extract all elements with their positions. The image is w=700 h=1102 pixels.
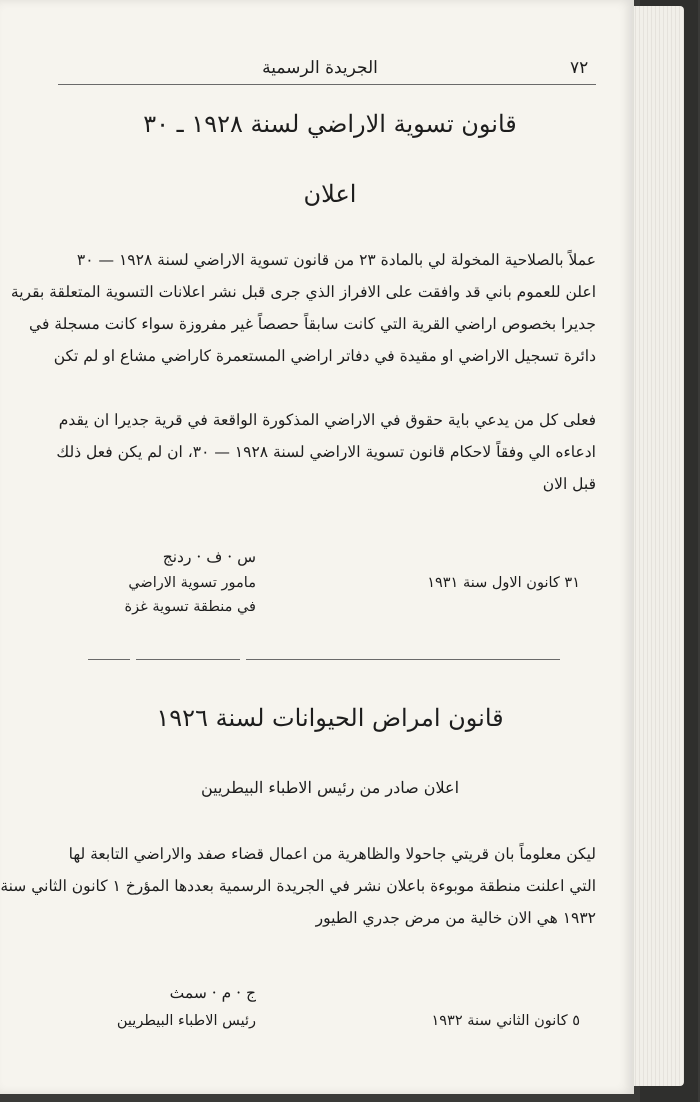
notice1-title: قانون تسوية الاراضي لسنة ١٩٢٨ ـ ٣٠ bbox=[143, 110, 517, 138]
paragraph-line: جديرا بخصوص اراضي القرية التي كانت سابقاً حصصاً غير مفروزة سواء كانت مسجلة في bbox=[29, 315, 596, 333]
notice1-signer-name: س · ف · ردنج bbox=[162, 548, 256, 566]
paragraph-line: عملاً بالصلاحية المخولة لي بالمادة ٢٣ من قانون تسوية الاراضي لسنة ١٩٢٨ — ٣٠ bbox=[76, 251, 596, 269]
paragraph-line: دائرة تسجيل الاراضي او مقيدة في دفاتر اراضي المستعمرة كاراضي مشاع او لم تكن bbox=[53, 347, 596, 365]
page-number: ٧٢ bbox=[570, 58, 589, 78]
page-stack-edge bbox=[628, 6, 684, 1086]
notice1-heading: اعلان bbox=[303, 180, 357, 208]
notice1-signer-title: مامور تسوية الاراضي bbox=[128, 575, 256, 591]
notice2-signer-title: رئيس الاطباء البيطريين bbox=[116, 1013, 256, 1029]
running-title: الجريدة الرسمية bbox=[262, 58, 378, 78]
notice2-subtitle: اعلان صادر من رئيس الاطباء البيطريين bbox=[200, 778, 460, 797]
paragraph-line: ١٩٣٢ هي الان خالية من مرض جدري الطيور bbox=[315, 909, 596, 927]
notice1-signer-area: في منطقة تسوية غزة bbox=[124, 599, 256, 615]
notice2-signer-name: ج · م · سمث bbox=[169, 984, 256, 1002]
section-divider bbox=[88, 659, 130, 660]
paragraph-line: ادعاءه الي وفقاً لاحكام قانون تسوية الاراضي لسنة ١٩٢٨ — ٣٠، ان لم يكن فعل ذلك bbox=[56, 443, 596, 461]
notice2-date: ٥ كانون الثاني سنة ١٩٣٢ bbox=[431, 1013, 580, 1029]
paragraph-line: فعلى كل من يدعي باية حقوق في الاراضي المذكورة الواقعة في قرية جديرا ان يقدم bbox=[58, 411, 596, 429]
section-divider bbox=[246, 659, 560, 660]
notice1-date: ٣١ كانون الاول سنة ١٩٣١ bbox=[427, 575, 580, 591]
notice1-paragraph1 bbox=[10, 244, 596, 372]
paragraph-line: التي اعلنت منطقة موبوءة باعلان نشر في الجريدة الرسمية بعددها المؤرخ ١ كانون الثاني سنة bbox=[0, 877, 596, 895]
paragraph-line: اعلن للعموم باني قد وافقت على الافراز الذي جرى قبل نشر اعلانات التسوية المتعلقة بقرية bbox=[10, 283, 596, 301]
notice2-title: قانون امراض الحيوانات لسنة ١٩٢٦ bbox=[156, 704, 504, 732]
header-rule bbox=[58, 84, 596, 85]
paragraph-line: ليكن معلوماً بان قريتي جاحولا والظاهرية من اعمال قضاء صفد والاراضي التابعة لها bbox=[68, 845, 596, 863]
notice1-paragraph2 bbox=[56, 404, 596, 500]
section-divider bbox=[136, 659, 240, 660]
paragraph-line: قبل الان bbox=[542, 475, 596, 493]
notice2-paragraph bbox=[0, 838, 596, 934]
